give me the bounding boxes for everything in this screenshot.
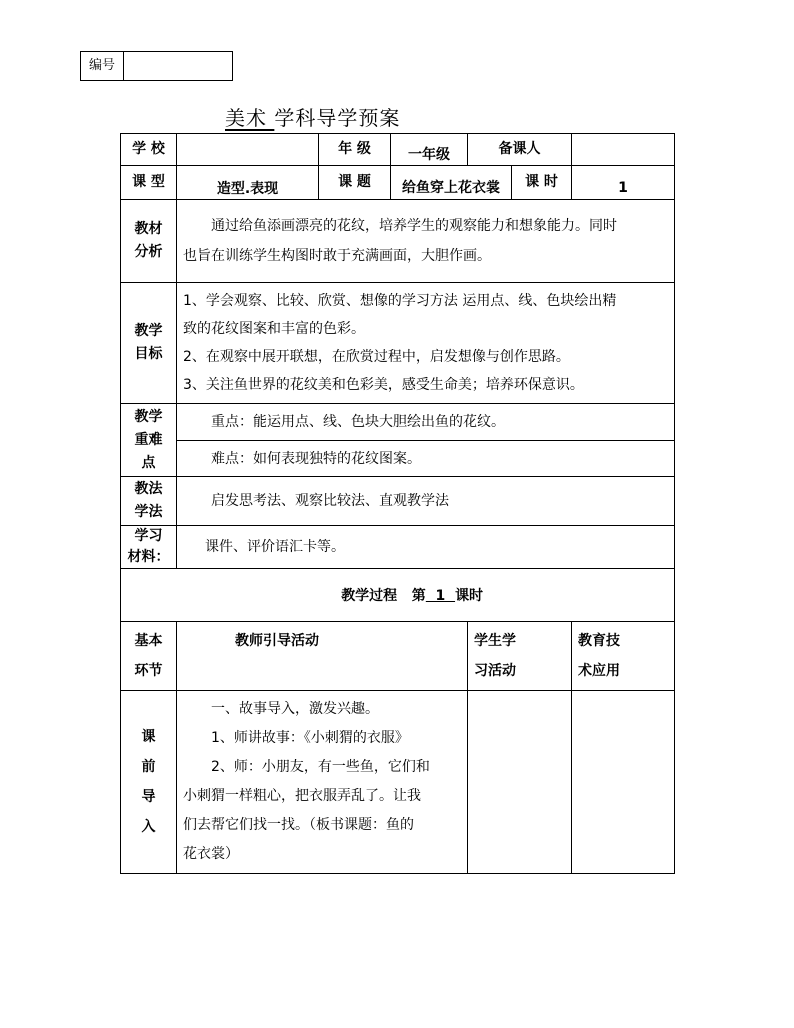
- tech-header: 教育技 术应用: [572, 622, 675, 691]
- goal-line: 2、在观察中展开联想，在欣赏过程中，启发想像与创作思路。: [183, 349, 570, 365]
- goal-line: 1、学会观察、比较、欣赏、想像的学习方法 运用点、线、色块绘出精: [183, 293, 617, 309]
- grade-value: 一年级: [391, 134, 468, 166]
- methods-row: [121, 477, 675, 526]
- topic-value: 给鱼穿上花衣裳: [391, 166, 512, 200]
- process-header-row: [121, 622, 675, 691]
- analysis-line-1: 通过给鱼添画漂亮的花纹，培养学生的观察能力和想象能力。同时: [211, 218, 617, 234]
- key-point-text: 重点：能运用点、线、色块大胆绘出鱼的花纹。: [177, 404, 675, 441]
- key-point-row: [121, 404, 675, 441]
- teacher-line: 们去帮它们找一找。（板书课题：鱼的: [183, 817, 414, 833]
- school-value: [177, 134, 319, 166]
- preparer-value: [572, 134, 675, 166]
- teacher-line: 1、师讲故事：《小刺猬的衣服》: [211, 730, 409, 746]
- teacher-line: 一、故事导入，激发兴趣。: [211, 701, 379, 717]
- goal-line: 3、关注鱼世界的花纹美和色彩美，感受生命美；培养环保意识。: [183, 377, 584, 393]
- difficulty-row: [121, 441, 675, 477]
- materials-row: [121, 526, 675, 569]
- analysis-label: 教材 分析: [121, 200, 177, 283]
- student-header: 学生学 习活动: [468, 622, 572, 691]
- topic-label: 课 题: [319, 166, 391, 200]
- teacher-line: 花衣裳）: [183, 846, 239, 862]
- preparer-label: 备课人: [468, 134, 572, 166]
- type-value: 造型.表现: [177, 166, 319, 200]
- key-points-label: 教学 重难 点: [121, 404, 177, 477]
- lesson-plan-table: [120, 133, 675, 874]
- title-rest: 学科导学预案: [274, 106, 401, 130]
- goals-row: [121, 283, 675, 404]
- intro-teacher-activity: [177, 691, 468, 874]
- process-lesson-number: 1: [425, 588, 456, 604]
- serial-box: [80, 51, 233, 81]
- info-row-1: [121, 134, 675, 166]
- materials-label: 学习 材料：: [121, 526, 177, 569]
- methods-label: 教法 学法: [121, 477, 177, 526]
- analysis-content: [177, 200, 675, 283]
- title-subject: 美术: [225, 106, 275, 130]
- grade-label: 年 级: [319, 134, 391, 166]
- goals-label: 教学 目标: [121, 283, 177, 404]
- teacher-line: 2、师：小朋友，有一些鱼，它们和: [211, 759, 430, 775]
- serial-label: 编号: [81, 52, 124, 80]
- difficulty-text: 难点：如何表现独特的花纹图案。: [177, 441, 675, 477]
- hours-value: 1: [572, 166, 675, 200]
- teacher-header: 教师引导活动: [177, 622, 468, 691]
- analysis-row: [121, 200, 675, 283]
- intro-stage-label: 课 前 导 入: [121, 691, 177, 874]
- goal-line: 致的花纹图案和丰富的色彩。: [183, 321, 365, 337]
- analysis-line-2: 也旨在训练学生构图时敢于充满画面，大胆作画。: [183, 248, 491, 264]
- info-row-2: [121, 166, 675, 200]
- stage-header: 基本 环节: [121, 622, 177, 691]
- school-label: 学 校: [121, 134, 177, 166]
- page-title: [225, 102, 400, 131]
- intro-student-activity: [468, 691, 572, 874]
- methods-value: 启发思考法、观察比较法、直观教学法: [177, 477, 675, 526]
- process-title: 教学过程 第 1 课时: [121, 569, 675, 622]
- type-label: 课 型: [121, 166, 177, 200]
- process-title-row: [121, 569, 675, 622]
- teacher-line: 小刺猬一样粗心，把衣服弄乱了。让我: [183, 788, 421, 804]
- materials-value: 课件、评价语汇卡等。: [177, 526, 675, 569]
- hours-label: 课 时: [512, 166, 572, 200]
- intro-tech-application: [572, 691, 675, 874]
- goals-content: [177, 283, 675, 404]
- intro-row: [121, 691, 675, 874]
